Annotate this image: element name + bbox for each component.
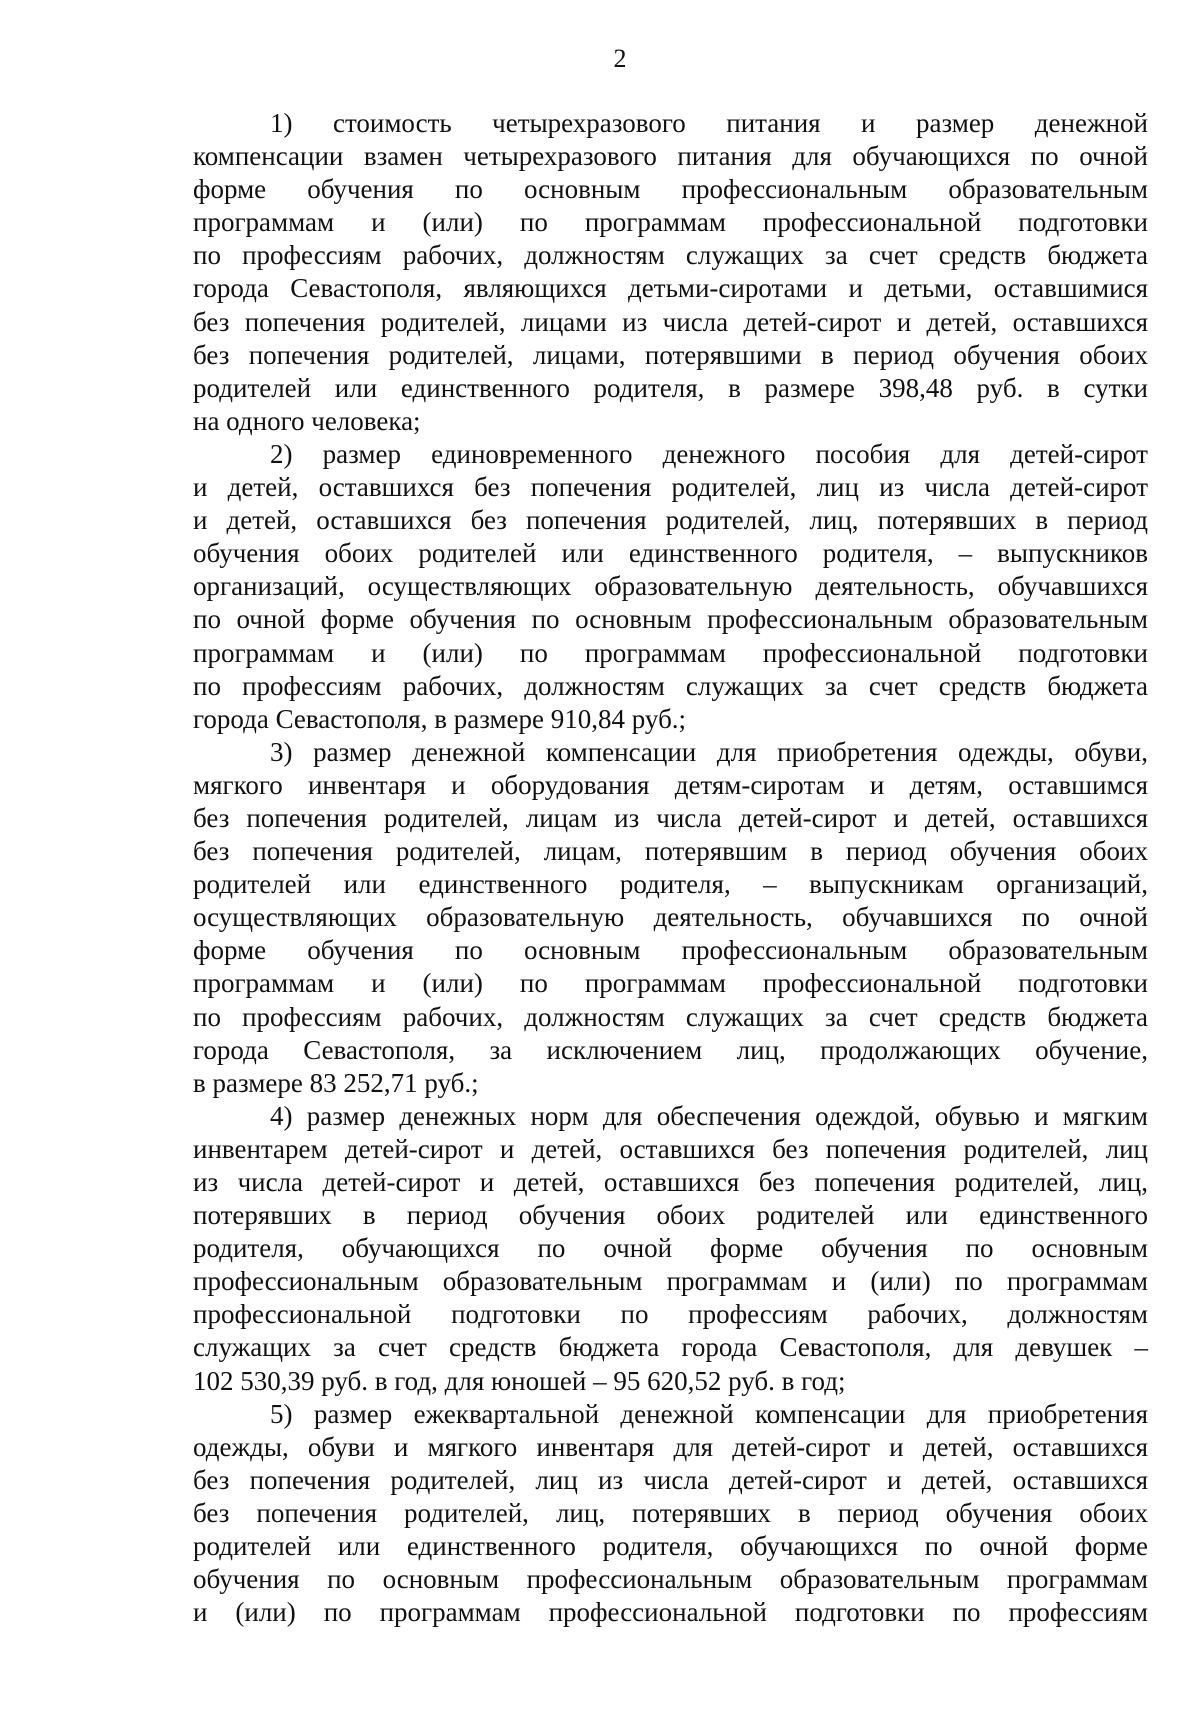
- text-line: служащих за счет средств бюджета города Севастополя, для девушек –: [193, 1332, 1148, 1363]
- text-line: программам и (или) по программам профессиональной подготовки: [193, 968, 1148, 999]
- text-line: профессиональной подготовки по профессиям рабочих, должностям: [193, 1299, 1148, 1330]
- text-line: родителей или единственного родителя, – выпускникам организаций,: [193, 869, 1148, 900]
- text-line: из числа детей-сирот и детей, оставшихся без попечения родителей, лиц,: [193, 1167, 1148, 1197]
- text-line: по очной форме обучения по основным профессиональным образовательным: [193, 604, 1148, 635]
- text-line: по профессиям рабочих, должностям служащих за счет средств бюджета: [193, 240, 1148, 271]
- text-line: программам и (или) по программам профессиональной подготовки: [193, 637, 1148, 668]
- paragraph-item-1: [193, 107, 1148, 438]
- paragraph-item-2: [193, 438, 1148, 736]
- text-line: по профессиям рабочих, должностям служащих за счет средств бюджета: [193, 670, 1148, 701]
- text-line: форме обучения по основным профессиональным образовательным: [193, 174, 1148, 205]
- text-line: без попечения родителей, лицами из числа детей-сирот и детей, оставшихся: [193, 306, 1148, 337]
- text-line: обучения по основным профессиональным образовательным программам: [193, 1564, 1148, 1595]
- text-line: 5) размер ежеквартальной денежной компенсации для приобретения: [270, 1398, 1148, 1429]
- page-number: 2: [613, 44, 627, 73]
- text-line: обучения обоих родителей или единственного родителя, – выпускников: [193, 538, 1148, 569]
- text-line: без попечения родителей, лиц, потерявших в период обучения обоих: [193, 1497, 1148, 1528]
- text-line: инвентарем детей-сирот и детей, оставшихся без попечения родителей, лиц: [193, 1133, 1148, 1164]
- paragraph-item-5: [193, 1398, 1148, 1630]
- text-line: по профессиям рабочих, должностям служащих за счет средств бюджета: [193, 1001, 1148, 1032]
- text-line: и детей, оставшихся без попечения родителей, лиц, потерявших в период: [193, 505, 1148, 536]
- text-line: 102 530,39 руб. в год, для юношей – 95 620,52 руб. в год;: [193, 1365, 846, 1396]
- text-line: организаций, осуществляющих образовательную деятельность, обучавшихся: [193, 571, 1148, 602]
- text-line: программам и (или) по программам профессиональной подготовки: [193, 207, 1148, 238]
- text-line: одежды, обуви и мягкого инвентаря для детей-сирот и детей, оставшихся: [193, 1431, 1148, 1462]
- text-line: 4) размер денежных норм для обеспечения одеждой, обувью и мягким: [270, 1100, 1148, 1131]
- text-line: города Севастополя, в размере 910,84 руб.;: [193, 703, 687, 734]
- text-line: форме обучения по основным профессиональным образовательным: [193, 935, 1148, 966]
- text-line: на одного человека;: [193, 405, 421, 436]
- text-line: 2) размер единовременного денежного пособия для детей-сирот: [270, 438, 1148, 469]
- text-line: города Севастополя, являющихся детьми-сиротами и детьми, оставшимися: [193, 273, 1148, 304]
- paragraph-item-3: [193, 736, 1148, 1100]
- text-line: и (или) по программам профессиональной подготовки по профессиям: [193, 1597, 1148, 1628]
- text-line: потерявших в период обучения обоих родителей или единственного: [193, 1200, 1148, 1231]
- paragraph-item-4: [193, 1100, 1148, 1398]
- text-line: профессиональным образовательным программам и (или) по программам: [193, 1266, 1148, 1297]
- text-line: родителя, обучающихся по очной форме обучения по основным: [193, 1233, 1148, 1264]
- text-line: осуществляющих образовательную деятельность, обучавшихся по очной: [193, 902, 1148, 933]
- text-line: без попечения родителей, лицам из числа детей-сирот и детей, оставшихся: [193, 802, 1148, 833]
- text-line: мягкого инвентаря и оборудования детям-сиротам и детям, оставшимся: [193, 769, 1148, 800]
- text-line: в размере 83 252,71 руб.;: [193, 1067, 479, 1098]
- text-line: города Севастополя, за исключением лиц, продолжающих обучение,: [193, 1034, 1148, 1065]
- text-line: 1) стоимость четырехразового питания и размер денежной: [270, 108, 1148, 138]
- text-line: и детей, оставшихся без попечения родителей, лиц из числа детей-сирот: [193, 472, 1148, 503]
- document-body: [193, 107, 1148, 1629]
- text-line: компенсации взамен четырехразового питания для обучающихся по очной: [193, 141, 1148, 172]
- text-line: родителей или единственного родителя, в размере 398,48 руб. в сутки: [193, 372, 1148, 403]
- text-line: без попечения родителей, лиц из числа детей-сирот и детей, оставшихся: [193, 1464, 1148, 1495]
- text-line: без попечения родителей, лицам, потерявшим в период обучения обоих: [193, 836, 1148, 867]
- text-line: без попечения родителей, лицами, потерявшими в период обучения обоих: [193, 339, 1148, 370]
- text-line: 3) размер денежной компенсации для приобретения одежды, обуви,: [270, 736, 1148, 767]
- text-line: родителей или единственного родителя, обучающихся по очной форме: [193, 1531, 1148, 1562]
